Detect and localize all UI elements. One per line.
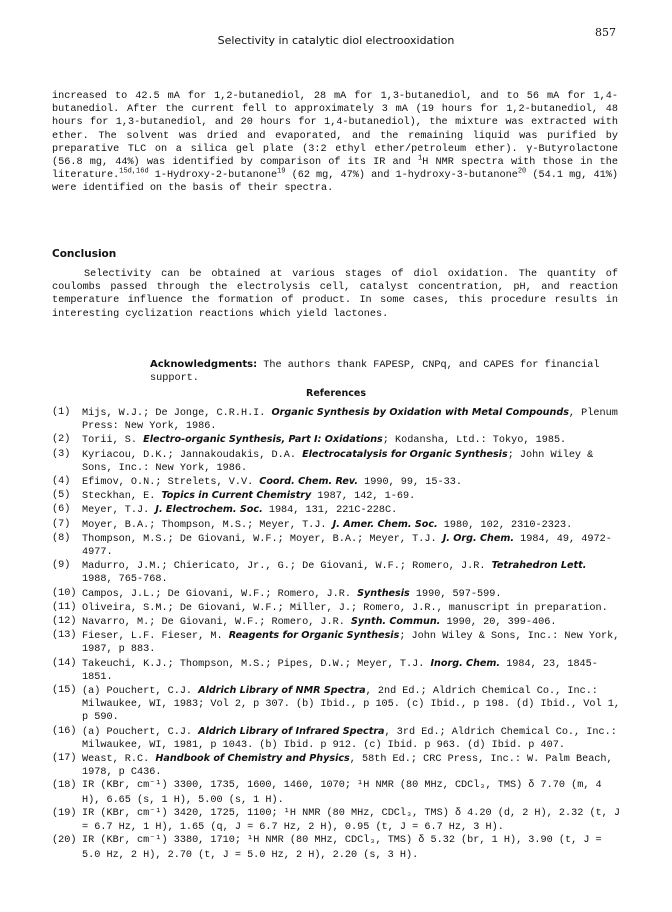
reference-authors: Madurro, J.M.; Chiericato, Jr., G.; De Giovani, W.F.; Romero, J.R. [82,561,492,573]
reference-text [82,559,620,586]
reference-item [52,448,620,475]
reference-authors: Moyer, B.A.; Thompson, M.S.; Meyer, T.J. [82,519,333,531]
reference-item [52,406,620,433]
reference-authors: Meyer, T.J. [82,505,156,517]
reference-details: 1988, 765-768. [82,574,168,586]
reference-text [82,629,620,656]
reference-text [82,615,620,629]
reference-number: (16) [52,725,77,737]
reference-text [82,587,620,601]
reference-text [82,752,620,779]
paragraph-text-e: (54.1 mg, 41%) were identified on the basis of their spectra. [52,170,618,195]
reference-number: (7) [52,518,71,530]
reference-authors: Takeuchi, K.J.; Thompson, M.S.; Pipes, D.W.; Meyer, T.J. [82,658,431,670]
reference-source: Tetrahedron Lett. [491,560,587,572]
reference-number: (12) [52,616,77,628]
reference-source: Aldrich Library of NMR Spectra [198,685,366,697]
reference-item [52,503,620,517]
reference-number: (4) [52,476,71,488]
reference-source: Topics in Current Chemistry [161,490,312,502]
reference-text [82,489,620,503]
experimental-paragraph [52,90,618,196]
reference-details: ; Kodansha, Ltd.: Tokyo, 1985. [382,435,567,447]
reference-text [82,725,620,752]
reference-authors: Torii, S. [82,435,144,447]
reference-item [52,532,620,559]
reference-authors: IR (KBr, cm⁻¹) 3420, 1725, 1100; ¹H NMR (80 MHz, CDCl₃, TMS) δ 4.20 (d, 2 H), 2.32 (t, J = 6.7 Hz, 1 H), 1.65 (q, J = 6.7 Hz, 2 H), 0.95 (t, J = 6.7 Hz, 3 H). [82,807,621,834]
reference-number: (15) [52,685,77,697]
reference-number: (18) [52,780,77,792]
reference-text [82,657,620,684]
reference-number: (3) [52,448,71,460]
references-heading: References [306,388,366,399]
reference-source: Reagents for Organic Synthesis [228,630,400,642]
citation-superscript-20: 20 [517,167,527,176]
reference-item [52,629,620,656]
reference-authors: Steckhan, E. [82,491,162,503]
reference-source: Coord. Chem. Rev. [259,476,358,488]
reference-source: J. Electrochem. Soc. [155,504,263,516]
paragraph-text-b: H NMR spectra with those in the literature. [52,157,618,182]
reference-source: Organic Synthesis by Oxidation with Metal Compounds [271,407,569,418]
reference-details: , 3rd Ed.; Aldrich Chemical Co., Inc.: Milwaukee, WI, 1981, p 1043. (b) Ibid. p 912. (c) Ibid. p 963. (d) Ibid. p 407. [82,726,617,751]
paragraph-text-c: 1-Hydroxy-2-butanone [148,170,278,182]
reference-authors: Campos, J.L.; De Giovani, W.F.; Romero, J.R. [82,588,358,600]
acknowledgments [150,358,620,385]
reference-number: (5) [52,490,71,502]
reference-source: Aldrich Library of Infrared Spectra [198,725,385,737]
reference-details: ; John Wiley & Sons, Inc.: New York, 1986. [82,449,594,474]
reference-text [82,448,620,475]
reference-source: J. Amer. Chem. Soc. [332,518,438,530]
reference-item [52,489,620,503]
reference-authors: Kyriacou, D.K.; Jannakoudakis, D.A. [82,449,303,461]
reference-item [52,834,620,861]
reference-item [52,587,620,601]
reference-number: (2) [52,434,71,446]
reference-item [52,684,620,725]
reference-authors: (a) Pouchert, C.J. [82,686,199,698]
reference-details: 1980, 102, 2310-2323. [437,519,573,531]
reference-source: Electrocatalysis for Organic Synthesis [302,448,508,460]
reference-details: 1984, 23, 1845-1851. [82,658,598,683]
reference-details: 1990, 597-599. [409,588,502,600]
paragraph-text-a: increased to 42.5 mA for 1,2-butanediol, 28 mA for 1,3-butanediol, and to 56 mA for 1,4-butanediol. After the current fell to approximately 3 mA (19 hours for 1,2-butanediol, 48 hours for 1,3-butanediol, and 20 hours for 1,4-butanediol), the mixture was extracted with ether. The solvent was dried and evaporated, and the remaining liquid was purified by preparative TLC on a silica gel plate (3:2 ethyl ether/petroleum ether). γ-Butyrolactone (56.8 mg, 44%) was identified by comparison of its IR and [52,91,618,169]
reference-item [52,807,620,834]
reference-item [52,615,620,629]
reference-authors: Fieser, L.F. Fieser, M. [82,631,229,643]
reference-details: , 58th Ed.; CRC Press, Inc.: W. Palm Beach, 1978, p C436. [82,754,613,779]
reference-item [52,433,620,447]
reference-item [52,725,620,752]
acknowledgments-text: The authors thank FAPESP, CNPq, and CAPES for financial support. [150,360,600,385]
reference-number: (9) [52,560,71,572]
citation-superscript-19: 19 [277,167,286,176]
running-title: Selectivity in catalytic diol electrooxidation [217,34,455,47]
reference-number: (14) [52,657,77,669]
reference-text [82,433,620,447]
reference-authors: Efimov, O.N.; Strelets, V.V. [82,477,260,489]
reference-authors: IR (KBr, cm⁻¹) 3300, 1735, 1600, 1460, 1070; ¹H NMR (80 MHz, CDCl₃, TMS) δ 7.70 (m, 4 H), 6.65 (s, 1 H), 5.00 (s, 1 H). [82,780,602,806]
reference-details: 1987, 142, 1-69. [311,491,416,503]
reference-authors: (a) Pouchert, C.J. [82,726,199,738]
reference-number: (6) [52,504,71,516]
reference-item [52,518,620,532]
reference-details: 1984, 49, 4972-4977. [82,533,612,559]
acknowledgments-label: Acknowledgments: [150,359,258,370]
reference-number: (1) [52,407,71,418]
reference-text [82,532,620,559]
reference-number: (19) [52,807,77,819]
reference-text [82,779,620,806]
reference-text [82,834,620,861]
reference-source: Handbook of Chemistry and Physics [155,753,350,765]
reference-number: (13) [52,630,77,642]
reference-text [82,503,620,517]
superscript-1h: 1 [418,154,423,163]
reference-source: Synthesis [357,587,410,599]
reference-source: Synth. Commun. [351,616,441,628]
reference-item [52,559,620,586]
reference-source: J. Org. Chem. [442,532,515,544]
reference-number: (10) [52,587,77,599]
reference-text [82,518,620,532]
conclusion-heading: Conclusion [52,248,117,260]
reference-item [52,657,620,684]
reference-item [52,752,620,779]
reference-details: 1990, 20, 399-406. [440,617,557,629]
reference-item [52,475,620,489]
reference-source: Inorg. Chem. [430,657,501,669]
reference-details: , Plenum Press: New York, 1986. [82,408,618,433]
reference-authors: Thompson, M.S.; De Giovani, W.F.; Moyer, B.A.; Meyer, T.J. [82,533,443,545]
reference-list [52,406,620,862]
reference-authors: Weast, R.C. [82,754,156,766]
reference-authors: Mijs, W.J.; De Jonge, C.R.H.I. [82,408,272,419]
reference-details: , 2nd Ed.; Aldrich Chemical Co., Inc.: Milwaukee, WI, 1983; Vol 2, p 307. (b) Ibid., p 105. (c) Ibid., p 198. (d) Ibid., Vol 1, p 590. [82,686,620,724]
citation-superscript: 15d,16d [119,167,149,176]
page-number: 857 [595,26,616,39]
reference-number: (8) [52,532,71,544]
reference-number: (11) [52,601,77,613]
reference-item [52,601,620,615]
reference-text [82,475,620,489]
reference-text [82,807,620,834]
reference-details: 1990, 99, 15-33. [358,477,462,489]
reference-text [82,684,620,725]
reference-authors: Navarro, M.; De Giovani, W.F.; Romero, J.R. [82,617,351,629]
reference-source: Electro-organic Synthesis, Part I: Oxidations [143,434,383,446]
reference-number: (20) [52,835,77,847]
reference-text [82,601,620,615]
reference-details: ; John Wiley & Sons, Inc.: New York, 1987, p 883. [82,631,620,656]
conclusion-paragraph: Selectivity can be obtained at various stages of diol oxidation. The quantity of coulombs passed through the electrolysis cell, catalyst concentration, pH, and reaction temperature influence the formation of product. In some cases, this procedure results in interesting cyclization reactions which yield lactones. [52,269,618,320]
reference-authors: IR (KBr, cm⁻¹) 3380, 1710; ¹H NMR (80 MHz, CDCl₃, TMS) δ 5.32 (br, 1 H), 3.90 (t, J = 5.0 Hz, 2 H), 2.70 (t, J = 5.0 Hz, 2 H), 2.20 (s, 3 H). [82,835,602,861]
reference-authors: Oliveira, S.M.; De Giovani, W.F.; Miller, J.; Romero, J.R., manuscript in preparation. [82,602,608,614]
reference-details: 1984, 131, 221C-228C. [262,505,398,517]
reference-text [82,406,620,433]
reference-item [52,779,620,806]
paragraph-text-d: (62 mg, 47%) and 1-hydroxy-3-butanone [285,170,518,182]
reference-number: (17) [52,753,77,765]
